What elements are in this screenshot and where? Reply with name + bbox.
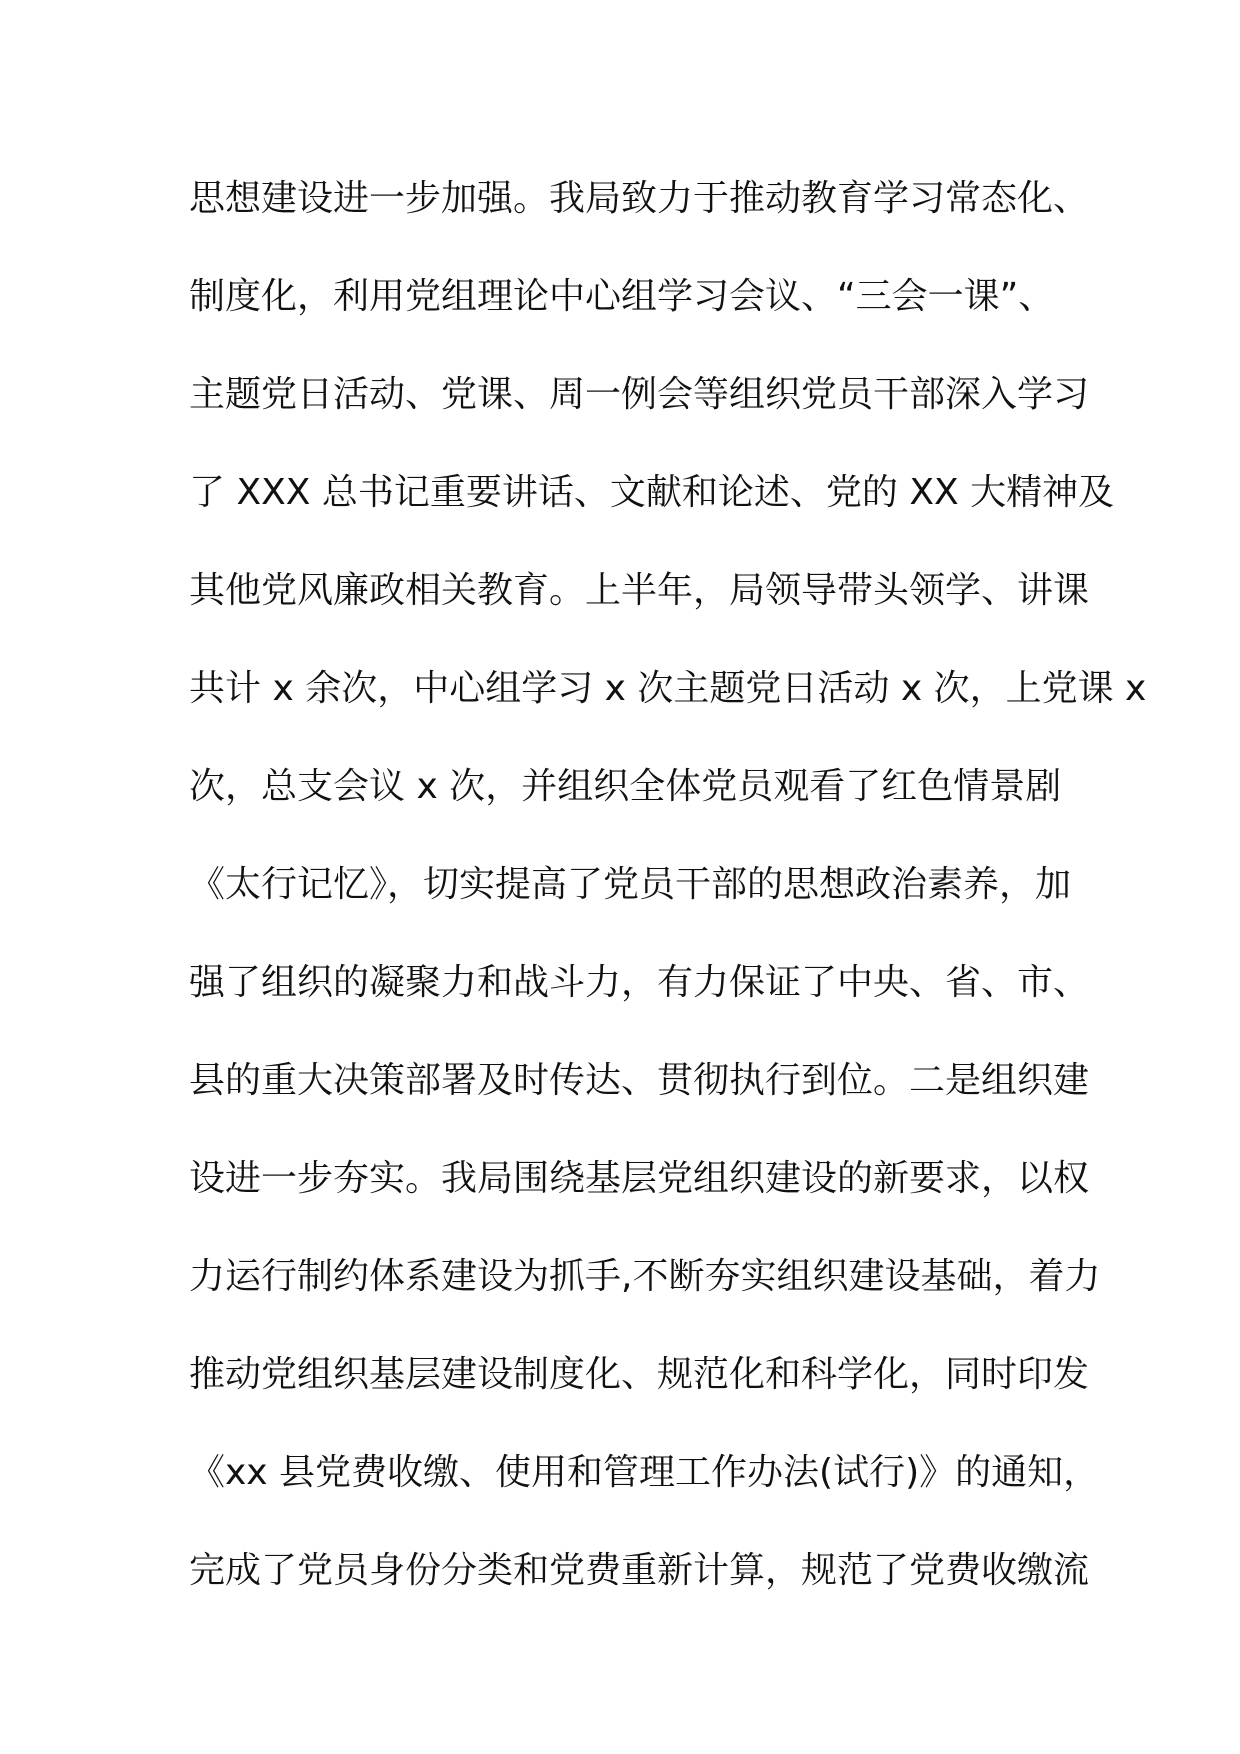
text-line: 县的重大决策部署及时传达、贯彻执行到位。二是组织建	[189, 1060, 1090, 1101]
text-line: 力运行制约体系建设为抓手,不断夯实组织建设基础，着力	[189, 1256, 1101, 1297]
body-text	[189, 168, 1147, 1638]
text-line: 《xx 县党费收缴、使用和管理工作办法(试行)》的通知，	[189, 1452, 1100, 1493]
text-line: 次，总支会议 x 次，并组织全体党员观看了红色情景剧	[189, 766, 1062, 807]
text-line: 了 XXX 总书记重要讲话、文献和论述、党的 XX 大精神及	[189, 472, 1115, 513]
text-line: 其他党风廉政相关教育。上半年，局领导带头领学、讲课	[189, 570, 1090, 611]
text-line: 《太行记忆》，切实提高了党员干部的思想政治素养，加	[189, 864, 1072, 905]
text-line: 思想建设进一步加强。我局致力于推动教育学习常态化、	[189, 178, 1090, 219]
text-line: 完成了党员身份分类和党费重新计算，规范了党费收缴流	[189, 1550, 1090, 1591]
text-line: 主题党日活动、党课、周一例会等组织党员干部深入学习	[189, 374, 1090, 415]
text-line: 设进一步夯实。我局围绕基层党组织建设的新要求，以权	[189, 1158, 1090, 1199]
text-line: 共计 x 余次，中心组学习 x 次主题党日活动 x 次，上党课 x	[189, 668, 1147, 709]
text-line: 制度化，利用党组理论中心组学习会议、“三会一课”、	[189, 276, 1055, 317]
text-line: 推动党组织基层建设制度化、规范化和科学化，同时印发	[189, 1354, 1090, 1395]
text-line: 强了组织的凝聚力和战斗力，有力保证了中央、省、市、	[189, 962, 1090, 1003]
